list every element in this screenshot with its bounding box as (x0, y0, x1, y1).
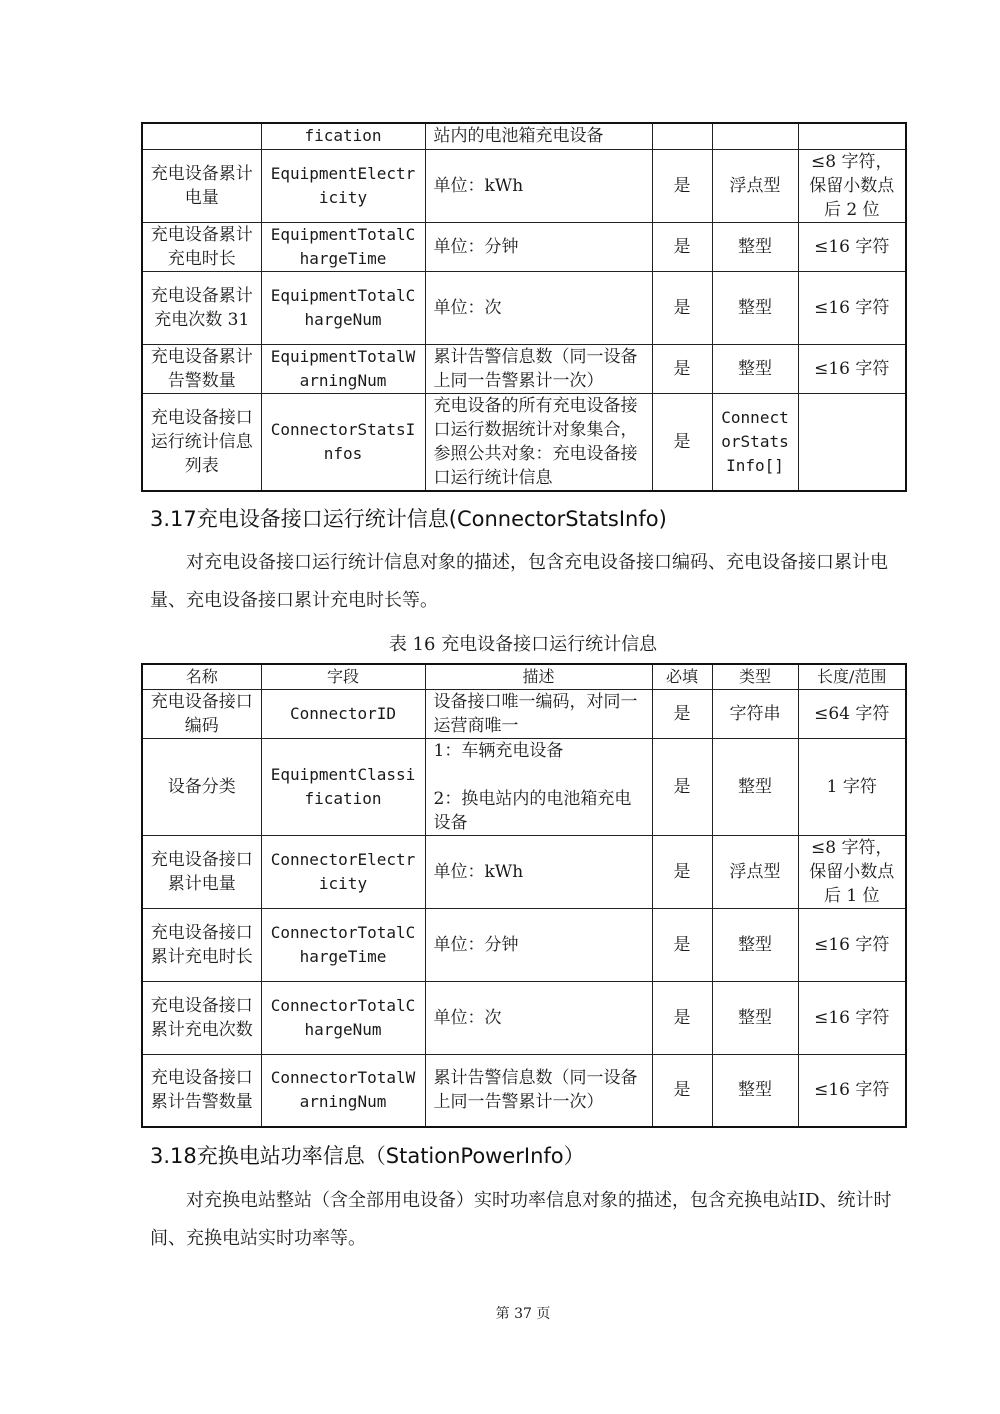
header-required: 必填 (652, 664, 712, 689)
table-row (142, 393, 906, 491)
cell-desc: 单位：kWh (425, 149, 652, 222)
cell-desc: 单位：分钟 (425, 222, 652, 271)
cell-range: ≤8 字符，保留小数点后 1 位 (798, 835, 906, 908)
cell-name: 充电设备接口累计告警数量 (142, 1054, 261, 1127)
cell-required: 是 (652, 908, 712, 981)
cell-name (142, 123, 261, 149)
cell-field: ConnectorTotalChargeNum (261, 981, 425, 1054)
cell-range: ≤64 字符 (798, 689, 906, 738)
table-16-connector-stats (141, 663, 907, 1128)
table-row (142, 835, 906, 908)
cell-field: ConnectorElectricity (261, 835, 425, 908)
header-name: 名称 (142, 664, 261, 689)
cell-required: 是 (652, 835, 712, 908)
cell-type: 整型 (712, 271, 798, 344)
cell-required: 是 (652, 689, 712, 738)
cell-name: 充电设备累计充电时长 (142, 222, 261, 271)
cell-required: 是 (652, 222, 712, 271)
cell-type: ConnectorStatsInfo[] (712, 393, 798, 491)
cell-required: 是 (652, 981, 712, 1054)
table-row (142, 908, 906, 981)
header-range: 长度/范围 (798, 664, 906, 689)
cell-required: 是 (652, 344, 712, 393)
section-paragraph-3-18: 对充换电站整站（含全部用电设备）实时功率信息对象的描述，包含充换电站ID、统计时间、充换电站实时功率等。 (150, 1190, 892, 1249)
cell-range: ≤16 字符 (798, 271, 906, 344)
cell-required: 是 (652, 149, 712, 222)
table-equipment-stats-continued (141, 122, 907, 492)
table-row (142, 123, 906, 149)
cell-name: 充电设备累计充电次数 31 (142, 271, 261, 344)
cell-field: EquipmentTotalChargeTime (261, 222, 425, 271)
table-row (142, 689, 906, 738)
table-row (142, 149, 906, 222)
cell-type: 整型 (712, 222, 798, 271)
header-field: 字段 (261, 664, 425, 689)
cell-range: ≤16 字符 (798, 981, 906, 1054)
cell-field: ConnectorID (261, 689, 425, 738)
cell-field: ConnectorTotalChargeTime (261, 908, 425, 981)
cell-type: 字符串 (712, 689, 798, 738)
cell-field: fication (261, 123, 425, 149)
cell-desc: 单位：次 (425, 271, 652, 344)
cell-type: 整型 (712, 908, 798, 981)
cell-required (652, 123, 712, 149)
table-header-row (142, 664, 906, 689)
cell-field: EquipmentClassification (261, 738, 425, 835)
cell-required: 是 (652, 271, 712, 344)
cell-type: 浮点型 (712, 835, 798, 908)
desc-line-1: 1：车辆充电设备 (433, 740, 564, 761)
cell-desc: 累计告警信息数（同一设备上同一告警累计一次） (425, 344, 652, 393)
header-desc: 描述 (425, 664, 652, 689)
cell-desc: 设备接口唯一编码，对同一运营商唯一 (425, 689, 652, 738)
cell-type: 浮点型 (712, 149, 798, 222)
cell-type: 整型 (712, 344, 798, 393)
cell-type: 整型 (712, 1054, 798, 1127)
cell-range: ≤16 字符 (798, 222, 906, 271)
cell-range (798, 123, 906, 149)
cell-range: ≤16 字符 (798, 908, 906, 981)
cell-desc: 单位：kWh (425, 835, 652, 908)
cell-range: ≤16 字符 (798, 344, 906, 393)
cell-range: ≤8 字符，保留小数点后 2 位 (798, 149, 906, 222)
cell-name: 充电设备接口累计充电时长 (142, 908, 261, 981)
cell-desc: 充电设备的所有充电设备接口运行数据统计对象集合，参照公共对象：充电设备接口运行统计信息 (425, 393, 652, 491)
cell-desc: 累计告警信息数（同一设备上同一告警累计一次） (425, 1054, 652, 1127)
section-heading-3-17: 3.17充电设备接口运行统计信息(ConnectorStatsInfo) (150, 507, 667, 531)
cell-field: EquipmentTotalWarningNum (261, 344, 425, 393)
cell-name: 充电设备累计电量 (142, 149, 261, 222)
cell-type (712, 123, 798, 149)
section-heading-3-18: 3.18充换电站功率信息（StationPowerInfo） (150, 1144, 585, 1168)
table-row (142, 271, 906, 344)
cell-name: 设备分类 (142, 738, 261, 835)
cell-field: EquipmentTotalChargeNum (261, 271, 425, 344)
header-type: 类型 (712, 664, 798, 689)
cell-name: 充电设备接口累计充电次数 (142, 981, 261, 1054)
cell-desc: 站内的电池箱充电设备 (425, 123, 652, 149)
table-row (142, 738, 906, 835)
cell-field: EquipmentElectricity (261, 149, 425, 222)
cell-desc (425, 738, 652, 835)
cell-required: 是 (652, 738, 712, 835)
cell-required: 是 (652, 1054, 712, 1127)
cell-range (798, 393, 906, 491)
cell-type: 整型 (712, 981, 798, 1054)
table-row (142, 344, 906, 393)
page-number: 第 37 页 (495, 1306, 551, 1322)
cell-type: 整型 (712, 738, 798, 835)
cell-desc: 单位：次 (425, 981, 652, 1054)
table-row (142, 1054, 906, 1127)
cell-required: 是 (652, 393, 712, 491)
cell-range: ≤16 字符 (798, 1054, 906, 1127)
cell-name: 充电设备接口累计电量 (142, 835, 261, 908)
desc-line-2: 2：换电站内的电池箱充电设备 (433, 788, 632, 833)
cell-name: 充电设备累计告警数量 (142, 344, 261, 393)
cell-field: ConnectorStatsInfos (261, 393, 425, 491)
cell-range: 1 字符 (798, 738, 906, 835)
table-row (142, 222, 906, 271)
table-row (142, 981, 906, 1054)
table-caption: 表 16 充电设备接口运行统计信息 (388, 634, 658, 655)
cell-name: 充电设备接口运行统计信息列表 (142, 393, 261, 491)
section-paragraph-3-17: 对充电设备接口运行统计信息对象的描述，包含充电设备接口编码、充电设备接口累计电量、充电设备接口累计充电时长等。 (150, 552, 888, 611)
cell-name: 充电设备接口编码 (142, 689, 261, 738)
cell-field: ConnectorTotalWarningNum (261, 1054, 425, 1127)
cell-desc: 单位：分钟 (425, 908, 652, 981)
